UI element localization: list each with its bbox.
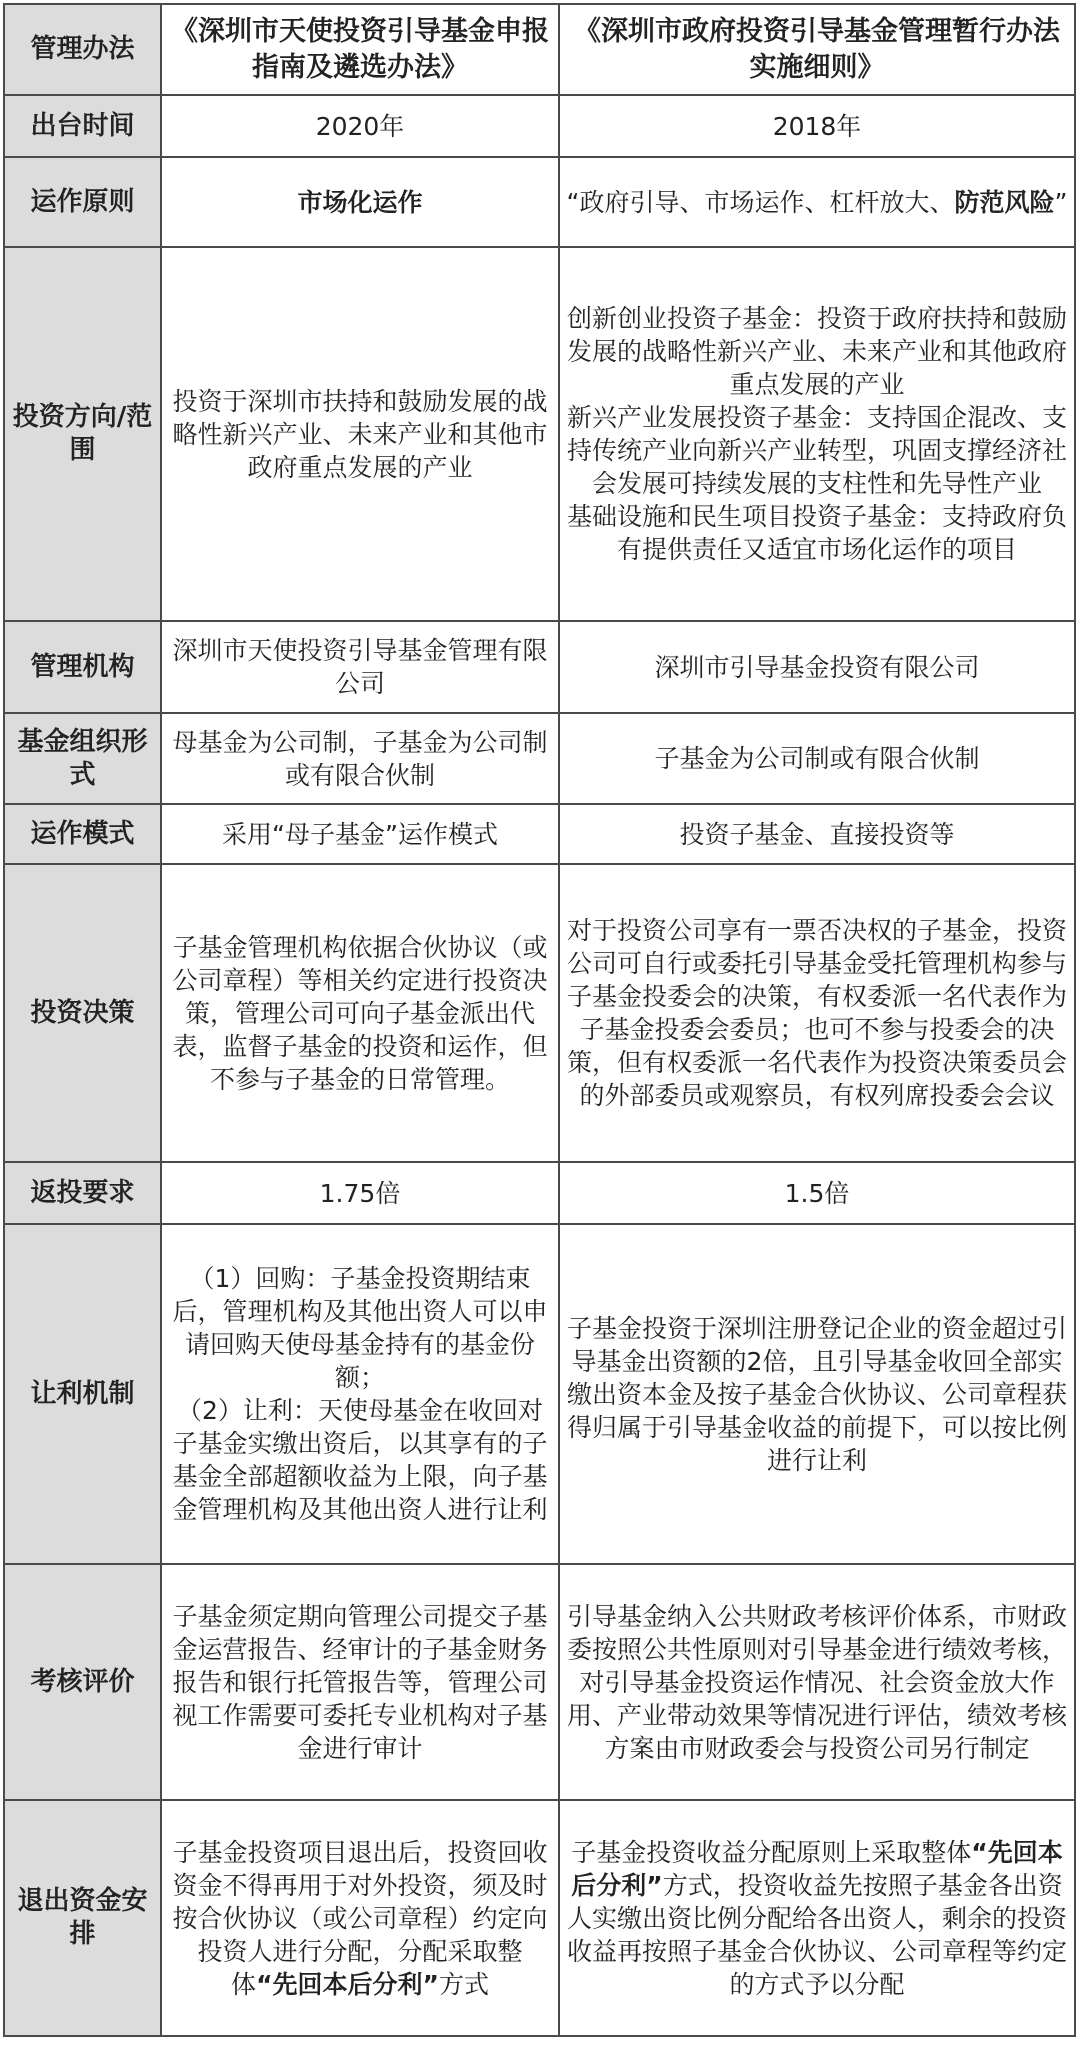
table-row [4,157,1075,247]
table-cell [559,1800,1075,2036]
text-span: 防范风险 [954,187,1055,217]
table-row [4,95,1075,157]
text-span: 子基金投资收益分配原则上采取整体 [571,1837,972,1867]
table-cell: 投资于深圳市扶持和鼓励发展的战略性新兴产业、未来产业和其他市政府重点发展的产业 [161,247,559,621]
table-cell: 1.75倍 [161,1162,559,1224]
text-span: “先回本后分利” [256,1969,439,1999]
row-label: 考核评价 [4,1564,161,1800]
table-cell: 投资子基金、直接投资等 [559,804,1075,864]
table-cell: 2018年 [559,95,1075,157]
row-label: 管理办法 [4,4,161,95]
table-row [4,804,1075,864]
row-label: 让利机制 [4,1224,161,1564]
table-row [4,247,1075,621]
comparison-table [3,3,1076,2037]
table-cell: 子基金管理机构依据合伙协议（或公司章程）等相关约定进行投资决策，管理公司可向子基金派出代表，监督子基金的投资和运作，但不参与子基金的日常管理。 [161,864,559,1162]
row-label: 管理机构 [4,621,161,713]
table-cell: 深圳市引导基金投资有限公司 [559,621,1075,713]
paragraph: 创新创业投资子基金：投资于政府扶持和鼓励发展的战略性新兴产业、未来产业和其他政府重点发展的产业 [566,304,1067,399]
table-row [4,621,1075,713]
row-label: 基金组织形式 [4,713,161,804]
text-span: “先回本后分利” [571,1837,1063,1900]
table-cell: 市场化运作 [161,157,559,247]
table-cell: 深圳市天使投资引导基金管理有限公司 [161,621,559,713]
table-cell [161,1224,559,1564]
table-cell: 采用“母子基金”运作模式 [161,804,559,864]
table-cell [559,157,1075,247]
table-cell: 2020年 [161,95,559,157]
table-cell: 子基金为公司制或有限合伙制 [559,713,1075,804]
row-label: 返投要求 [4,1162,161,1224]
text-span: 子基金投资项目退出后，投资回收资金不得再用于对外投资，须及时按合伙协议（或公司章程）约定向投资人进行分配，分配采取整体 [172,1837,548,1999]
table-cell [559,247,1075,621]
row-label: 投资决策 [4,864,161,1162]
table-cell: 子基金须定期向管理公司提交子基金运营报告、经审计的子基金财务报告和银行托管报告等，管理公司视工作需要可委托专业机构对子基金进行审计 [161,1564,559,1800]
table-cell: 引导基金纳入公共财政考核评价体系，市财政委按照公共性原则对引导基金进行绩效考核，对引导基金投资运作情况、社会资金放大作用、产业带动效果等情况进行评估，绩效考核方案由市财政委会与投资公司另行制定 [559,1564,1075,1800]
table-row [4,1800,1075,2036]
row-label: 退出资金安排 [4,1800,161,2036]
table-row [4,1224,1075,1564]
table-cell: 母基金为公司制，子基金为公司制或有限合伙制 [161,713,559,804]
table-cell: 子基金投资于深圳注册登记企业的资金超过引导基金出资额的2倍，且引导基金收回全部实缴出资本金及按子基金合伙协议、公司章程获得归属于引导基金收益的前提下，可以按比例进行让利 [559,1224,1075,1564]
paragraph: （1）回购：子基金投资期结束后，管理机构及其他出资人可以申请回购天使母基金持有的基金份额； [172,1264,548,1392]
row-label: 投资方向/范围 [4,247,161,621]
table-row [4,1162,1075,1224]
table-cell: 《深圳市政府投资引导基金管理暂行办法实施细则》 [559,4,1075,95]
table-row [4,4,1075,95]
table-cell [161,1800,559,2036]
text-span: 方式，投资收益先按照子基金各出资人实缴出资比例分配给各出资人，剩余的投资收益再按照子基金合伙协议、公司章程等约定的方式予以分配 [566,1870,1067,1999]
text-span: “政府引导、市场运作、杠杆放大、 [566,187,955,217]
table-row [4,1564,1075,1800]
paragraph: 新兴产业发展投资子基金：支持国企混改、支持传统产业向新兴产业转型，巩固支撑经济社会发展可持续发展的支柱性和先导性产业 [566,403,1067,498]
table-row [4,864,1075,1162]
paragraph: （2）让利：天使母基金在收回对子基金实缴出资后，以其享有的子基金全部超额收益为上限，向子基金管理机构及其他出资人进行让利 [172,1396,548,1524]
table-cell: 对于投资公司享有一票否决权的子基金，投资公司可自行或委托引导基金受托管理机构参与子基金投委会的决策，有权委派一名代表作为子基金投委会委员；也可不参与投委会的决策，但有权委派一名代表作为投资决策委员会的外部委员或观察员，有权列席投委会会议 [559,864,1075,1162]
row-label: 运作原则 [4,157,161,247]
text-span: 方式 [438,1969,489,1999]
text-span: ” [1054,187,1068,217]
table-row [4,713,1075,804]
table-cell: 《深圳市天使投资引导基金申报指南及遴选办法》 [161,4,559,95]
table-cell: 1.5倍 [559,1162,1075,1224]
row-label: 出台时间 [4,95,161,157]
paragraph: 基础设施和民生项目投资子基金：支持政府负有提供责任又适宜市场化运作的项目 [566,502,1067,564]
row-label: 运作模式 [4,804,161,864]
